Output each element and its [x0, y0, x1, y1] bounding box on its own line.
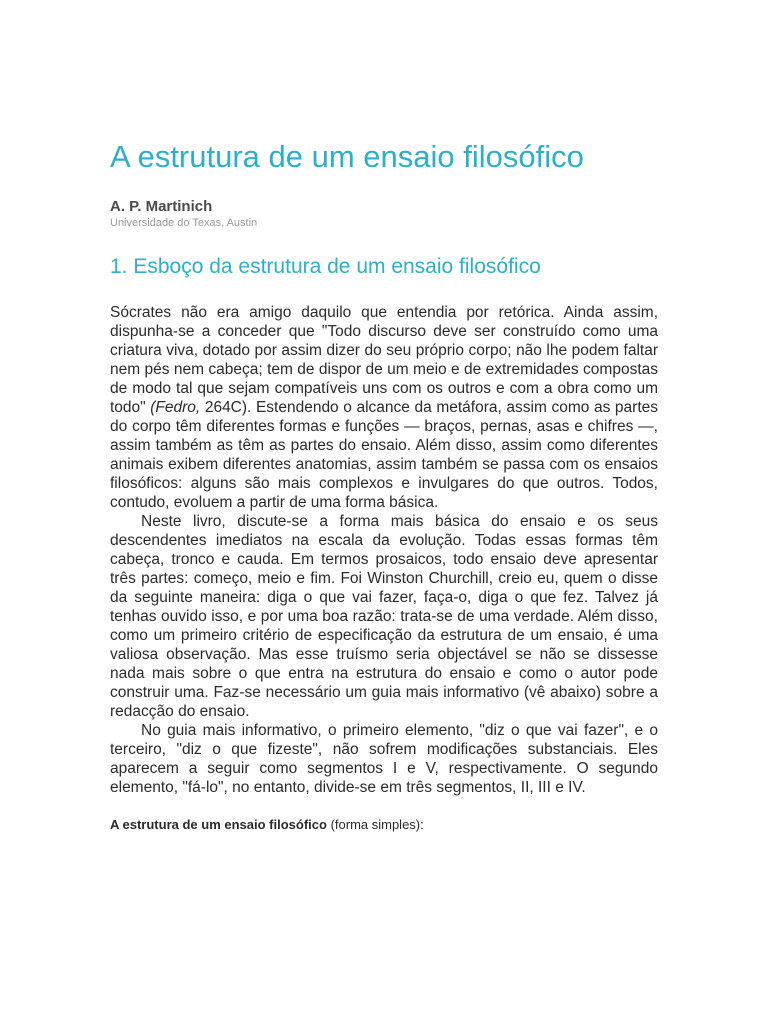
section-heading: 1. Esboço da estrutura de um ensaio filosófico [110, 255, 541, 278]
structure-caption [110, 816, 658, 833]
paragraph-1-text-a: Sócrates não era amigo daquilo que entendia por retórica. Ainda assim, dispunha-se a conceder que "Todo discurso deve ser construído como uma criatura viva, dotado por assim dizer do seu próprio corpo; não lhe podem faltar nem pés nem cabeça; tem de dispor de um meio e de extremidades compostas de modo tal que sejam compatíveis uns com os outros e com a obra como um todo" [110, 304, 658, 416]
author-affiliation: Universidade do Texas, Austin [110, 217, 258, 229]
author-name: A. P. Martinich [110, 198, 213, 215]
paragraph-1-text-b: . Estendendo o alcance da metáfora, assim como as partes do corpo têm diferentes formas e funções — braços, pernas, asas e chifres —, assim também as têm as partes do ensaio. Além disso, assim como diferentes animais exibem diferentes anatomias, assim também se passa com os ensaios filosóficos: alguns são mais complexos e invulgares do que outros. Todos, contudo, evoluem a partir de uma forma básica. [110, 399, 658, 511]
document-page [110, 138, 658, 833]
paragraph-3: No guia mais informativo, o primeiro elemento, "diz o que vai fazer", e o terceiro, "diz o que fizeste", não sofrem modificações substanciais. Eles aparecem a seguir como segmentos I e V, respectivamente. O segundo elemento, "fá-lo", no entanto, divide-se em três segmentos, II, III e IV. [110, 722, 658, 796]
caption-bold: A estrutura de um ensaio filosófico [110, 817, 327, 832]
paragraph-1 [110, 303, 658, 512]
citation-work: (Fedro, [150, 399, 201, 416]
caption-normal: (forma simples): [326, 817, 424, 832]
citation-ref: 264C) [200, 399, 248, 416]
document-title: A estrutura de um ensaio filosófico [110, 139, 584, 174]
paragraph-2: Neste livro, discute-se a forma mais básica do ensaio e os seus descendentes imediatos na escala da evolução. Todas essas formas têm cabeça, tronco e cauda. Em termos prosaicos, todo ensaio deve apresentar três partes: começo, meio e fim. Foi Winston Churchill, creio eu, quem o disse da seguinte maneira: diga o que vai fazer, faça-o, diga o que fez. Talvez já tenhas ouvido isso, e por uma boa razão: trata-se de uma verdade. Além disso, como um primeiro critério de especificação da estrutura de um ensaio, é uma valiosa observação. Mas esse truísmo seria objectável se não se dissesse nada mais sobre o que entra na estrutura do ensaio e como o autor pode construir uma. Faz-se necessário um guia mais informativo (vê abaixo) sobre a redacção do ensaio. [110, 513, 658, 720]
